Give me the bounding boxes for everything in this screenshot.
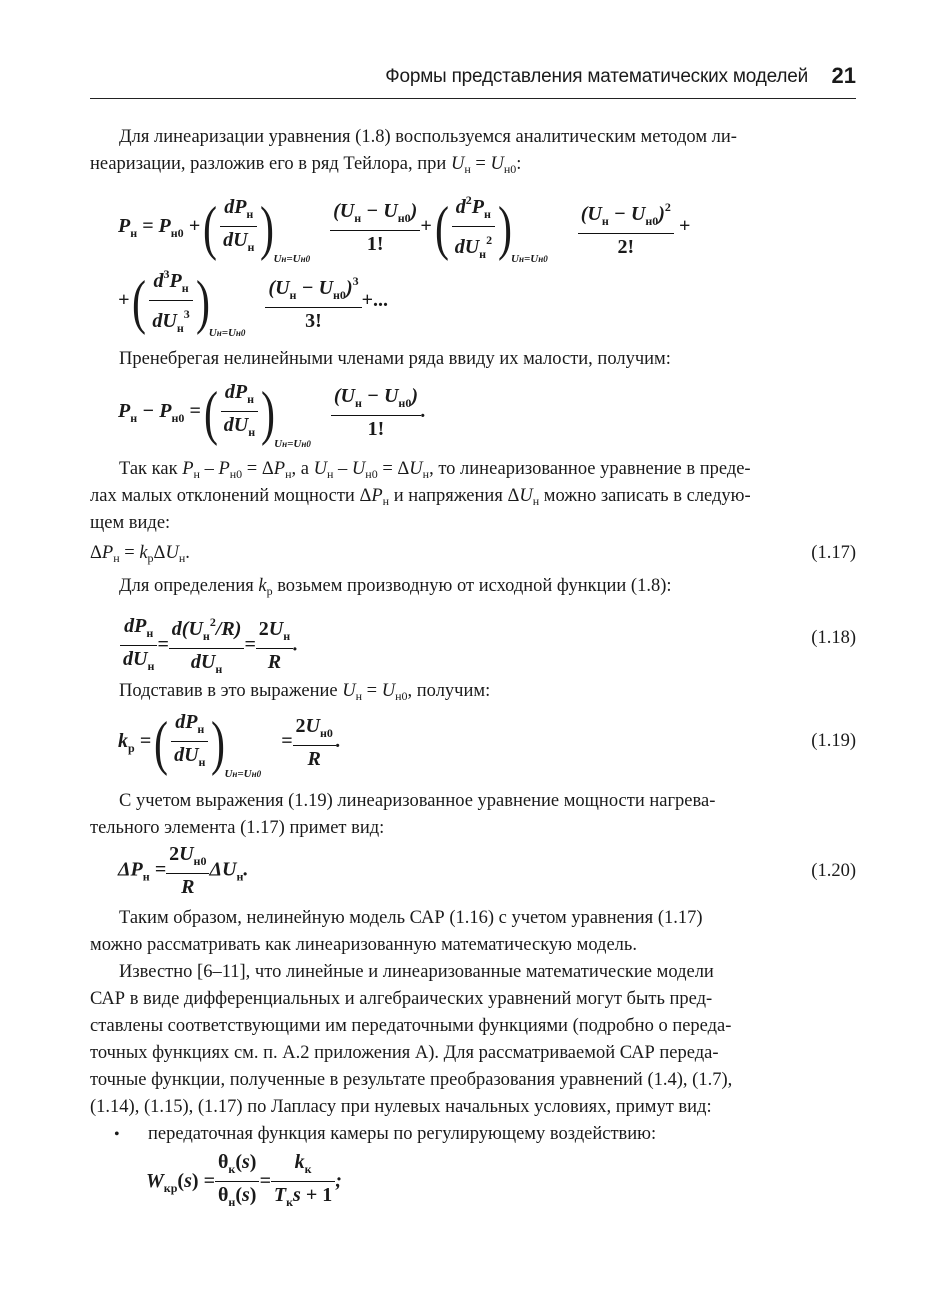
paragraph-6-line-2 [90,815,856,842]
equation-number-1-19: (1.19) [811,731,856,751]
text: , получим: [407,681,491,701]
paragraph-3-line-1: Так как $P_н - P_{н0} = \Delta P_н$, а $U_н - U_{н0} = \Delta U_н$, то линеаризованное уравнение в преде- [119,459,751,481]
text: точные функции, полученные в результате преобразования уравнений (1.4), (1.7), [90,1070,733,1090]
paragraph-5: Подставив в это выражение $U_н = U_{н0}$, получим: [119,681,491,703]
bullet-item-1 [90,1121,856,1148]
paragraph-8-line-6 [90,1094,856,1121]
text: , то линеаризованное уравнение в преде- [429,459,751,479]
equation-number-1-18: (1.18) [811,628,856,648]
text: возьмем производную от исходной функции (1.8): [272,576,672,596]
equation-transfer-function: $W_{кр}(s)$ = $\frac{\theta_к(s)}{\theta_н(s)}$ = $\frac{k_к}{T_кs + 1}$ ; [146,1151,342,1209]
text: Известно [6–11], что линейные и линеаризованные математические модели [119,962,714,982]
paragraph-8-line-3 [90,1013,856,1040]
paragraph-3-line-2: лах малых отклонений мощности $\Delta P_н$ и напряжения $\Delta U_н$ можно записать в следую- [90,486,751,508]
equation-number-1-20: (1.20) [811,861,856,881]
equation-1-20: $\Delta P_н$ = $\frac{2U_{н0}}{R}$ $\Delta U_н$. [118,843,249,898]
text: неаризации, разложив его в ряд Тейлора, при [90,154,451,174]
page-number: 21 [831,63,856,88]
text: лах малых отклонений мощности [90,486,360,506]
equation-1-17: $\Delta P_н = k_р\Delta U_н$. (1.17) [90,540,856,572]
text: С учетом выражения (1.19) линеаризованное уравнение мощности нагрева- [119,791,716,811]
running-header [90,60,856,99]
bullet-glyph: • [114,1126,120,1143]
equation-linear-approx: $P_н - P_{н0}$ =( $\frac{dP_н}{dU_н}$ )$_{Uн=Uн0}$ $\frac{(U_н - U_{н0})}{1!}$ . [118,379,427,451]
paragraph-7-line-1 [90,905,856,932]
text: передаточная функция камеры по регулирующему воздействию: [148,1124,657,1144]
dots: +... [361,289,389,312]
paragraph-1-line-1 [90,124,856,151]
equation-taylor-line-1: $P_н = P_{н0}$ +( $\frac{dP_н}{dU_н}$ )$_{Uн=Uн0}$ $\frac{(U_н - U_{н0})}{1!}$ +( $\frac{d^2P_н}{dU_н^2}$ )$_{Uн=Uн0}$ $\frac{(U_н - U_{н0})^2}{2!}$ + [118,188,690,267]
text: (1.14), (1.15), (1.17) по Лапласу при нулевых начальных условиях, примут вид: [90,1097,712,1117]
paragraph-8-line-1 [90,959,856,986]
text: можно рассматривать как линеаризованную математическую модель. [90,935,637,955]
paragraph-3-line-3 [90,510,856,537]
paragraph-4: Для определения $k_р$ возьмем производную от исходной функции (1.8): [119,576,672,598]
equation-taylor-line-2: +( $\frac{d^3P_н}{dU_н^3}$ )$_{Uн=Uн0}$ $\frac{(U_н - U_{н0})^3}{3!}$ +... [118,262,388,341]
paragraph-2 [90,346,856,373]
paragraph-8-line-4 [90,1040,856,1067]
text: можно записать в следую- [539,486,751,506]
text: и напряжения [389,486,508,506]
text: САР в виде дифференциальных и алгебраических уравнений могут быть пред- [90,989,713,1009]
text: щем виде: [90,513,171,533]
equation-1-19: $k_р$ =( $\frac{dP_н}{dU_н}$ )$_{Uн=Uн0}$ = $\frac{2U_{н0}}{R}$ . [118,709,341,781]
text: тельного элемента (1.17) примет вид: [90,818,385,838]
header-title: Формы представления математических моделей [385,66,808,87]
text: , а [291,459,314,479]
paragraph-8-line-5 [90,1067,856,1094]
paragraph-8-line-2 [90,986,856,1013]
text: Для линеаризации уравнения (1.8) воспользуемся аналитическим методом ли- [119,127,737,147]
text: ставлены соответствующими им передаточными функциями (подробно о переда- [90,1016,732,1036]
equation-1-18: $\frac{dP_н}{dU_н}$ = $\frac{d(U_н^2/R)}{dU_н}$ = $\frac{2U_н}{R}$ . [120,610,298,682]
text: Для определения [119,576,259,596]
text: Пренебрегая нелинейными членами ряда ввиду их малости, получим: [119,349,671,369]
text: точных функциях см. п. А.2 приложения А). Для рассматриваемой САР переда- [90,1043,719,1063]
paragraph-1-line-2: неаризации, разложив его в ряд Тейлора, при $U_н = U_{н0}$: [90,154,522,176]
paragraph-7-line-2 [90,932,856,959]
page [90,0,856,1299]
text: Подставив в это выражение [119,681,343,701]
text: Так как [119,459,183,479]
paragraph-6-line-1 [90,788,856,815]
equation-number-1-17: (1.17) [811,543,856,563]
text: Таким образом, нелинейную модель САР (1.16) с учетом уравнения (1.17) [119,908,703,928]
